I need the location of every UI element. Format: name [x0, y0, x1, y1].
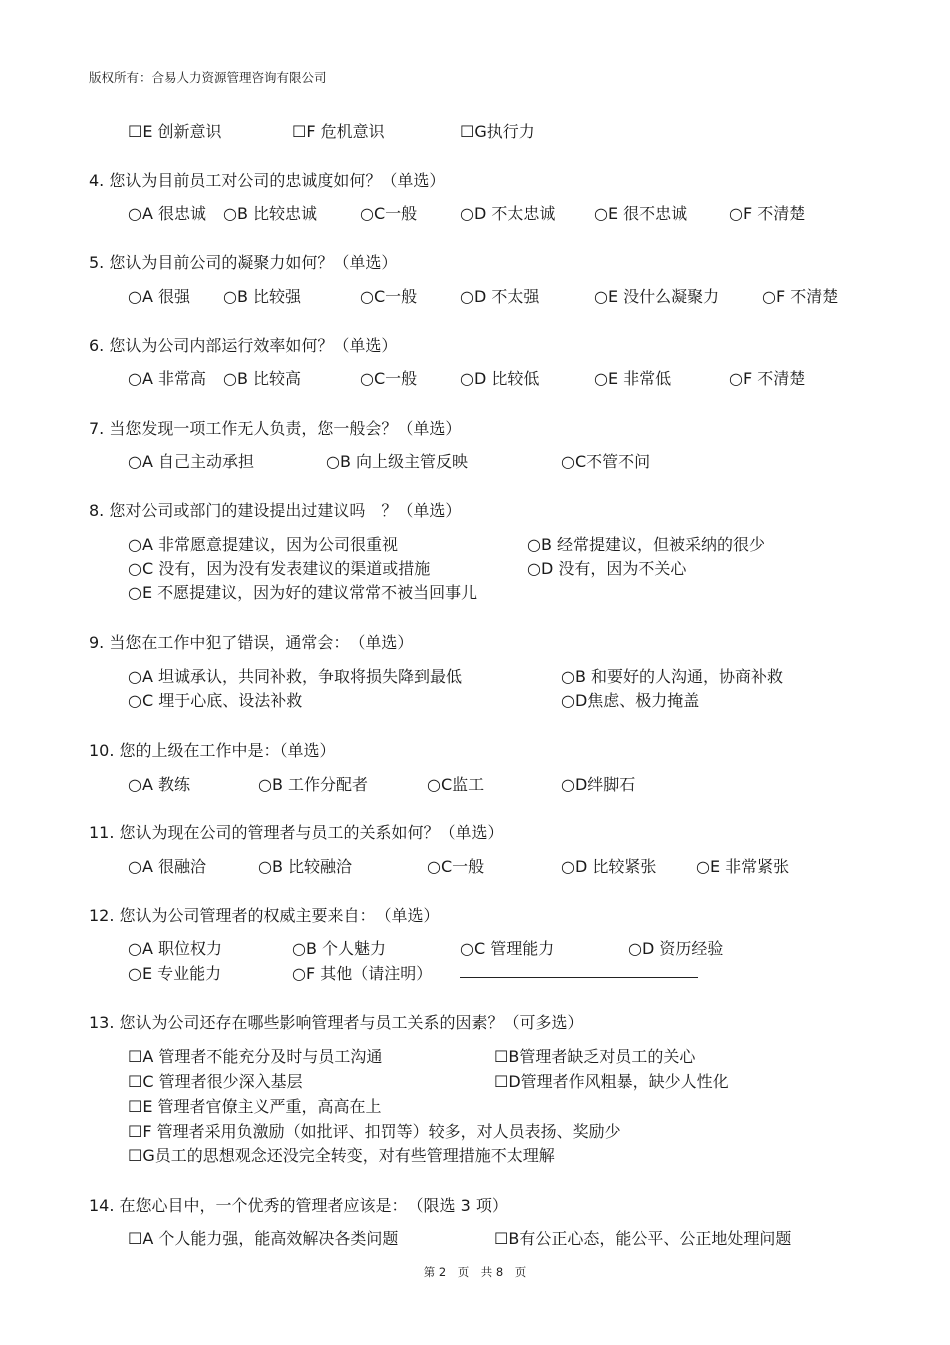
question-9-title: 9. 当您在工作中犯了错误，通常会： （单选）	[89, 633, 414, 652]
q14-option-b[interactable]: ☐B有公正心态，能公平、公正地处理问题	[494, 1229, 792, 1248]
q14-option-a[interactable]: ☐A 个人能力强，能高效解决各类问题	[128, 1229, 399, 1248]
q13-option-d[interactable]: ☐D管理者作风粗暴，缺少人性化	[494, 1072, 729, 1091]
q10-option-a[interactable]: ○A 教练	[128, 775, 190, 794]
q13-option-f[interactable]: ☐F 管理者采用负激励（如批评、扣罚等）较多，对人员表扬、奖励少	[128, 1122, 621, 1141]
q9-option-d[interactable]: ○D焦虑、极力掩盖	[561, 691, 700, 710]
q11-option-e[interactable]: ○E 非常紧张	[696, 857, 790, 876]
q6-option-d[interactable]: ○D 比较低	[460, 369, 540, 388]
q6-option-c[interactable]: ○C一般	[360, 369, 418, 388]
q5-option-e[interactable]: ○E 没什么凝聚力	[594, 287, 720, 306]
q10-option-c[interactable]: ○C监工	[427, 775, 485, 794]
q7-option-b[interactable]: ○B 向上级主管反映	[326, 452, 469, 471]
q4-option-f[interactable]: ○F 不清楚	[729, 204, 806, 223]
q7-option-a[interactable]: ○A 自己主动承担	[128, 452, 254, 471]
q4-option-a[interactable]: ○A 很忠诚	[128, 204, 206, 223]
q4-option-d[interactable]: ○D 不太忠诚	[460, 204, 556, 223]
question-10-title: 10. 您的上级在工作中是：（单选）	[89, 741, 336, 760]
q13-option-g[interactable]: ☐G员工的思想观念还没完全转变，对有些管理措施不太理解	[128, 1146, 555, 1165]
q12-option-e[interactable]: ○E 专业能力	[128, 964, 222, 983]
question-11-title: 11. 您认为现在公司的管理者与员工的关系如何？（单选）	[89, 823, 504, 842]
question-8-title: 8. 您对公司或部门的建设提出过建议吗 ？（单选）	[89, 501, 462, 520]
question-5-title: 5. 您认为目前公司的凝聚力如何？（单选）	[89, 253, 398, 272]
q9-option-a[interactable]: ○A 坦诚承认，共同补救，争取将损失降到最低	[128, 667, 462, 686]
q5-option-a[interactable]: ○A 很强	[128, 287, 190, 306]
q5-option-c[interactable]: ○C一般	[360, 287, 418, 306]
q6-option-e[interactable]: ○E 非常低	[594, 369, 672, 388]
question-7-title: 7. 当您发现一项工作无人负责，您一般会？（单选）	[89, 419, 462, 438]
q12-option-b[interactable]: ○B 个人魅力	[292, 939, 387, 958]
question-12-title: 12. 您认为公司管理者的权威主要来自： （单选）	[89, 906, 440, 925]
q11-option-d[interactable]: ○D 比较紧张	[561, 857, 657, 876]
q8-option-c[interactable]: ○C 没有，因为没有发表建议的渠道或措施	[128, 559, 431, 578]
page-footer: 第 2 页 共 8 页	[423, 1265, 527, 1279]
q8-option-b[interactable]: ○B 经常提建议，但被采纳的很少	[527, 535, 766, 554]
q12-other-input-line[interactable]	[460, 977, 698, 978]
q8-option-e[interactable]: ○E 不愿提建议，因为好的建议常常不被当回事儿	[128, 583, 478, 602]
q11-option-c[interactable]: ○C一般	[427, 857, 485, 876]
q12-option-f[interactable]: ○F 其他（请注明）	[292, 964, 433, 983]
checkbox-option-f[interactable]: ☐F 危机意识	[292, 122, 385, 141]
q11-option-b[interactable]: ○B 比较融洽	[258, 857, 353, 876]
q13-option-e[interactable]: ☐E 管理者官僚主义严重，高高在上	[128, 1097, 382, 1116]
question-6-title: 6. 您认为公司内部运行效率如何？（单选）	[89, 336, 398, 355]
question-14-title: 14. 在您心目中，一个优秀的管理者应该是： （限选 3 项）	[89, 1196, 508, 1215]
q12-option-a[interactable]: ○A 职位权力	[128, 939, 222, 958]
q8-option-d[interactable]: ○D 没有，因为不关心	[527, 559, 687, 578]
q13-option-a[interactable]: ☐A 管理者不能充分及时与员工沟通	[128, 1047, 383, 1066]
q4-option-b[interactable]: ○B 比较忠诚	[223, 204, 318, 223]
q4-option-c[interactable]: ○C一般	[360, 204, 418, 223]
q7-option-c[interactable]: ○C不管不问	[561, 452, 651, 471]
q13-option-b[interactable]: ☐B管理者缺乏对员工的关心	[494, 1047, 696, 1066]
q11-option-a[interactable]: ○A 很融洽	[128, 857, 206, 876]
q12-option-d[interactable]: ○D 资历经验	[628, 939, 724, 958]
question-4-title: 4. 您认为目前员工对公司的忠诚度如何？（单选）	[89, 171, 446, 190]
q5-option-b[interactable]: ○B 比较强	[223, 287, 302, 306]
q13-option-c[interactable]: ☐C 管理者很少深入基层	[128, 1072, 303, 1091]
q12-option-c[interactable]: ○C 管理能力	[460, 939, 555, 958]
q4-option-e[interactable]: ○E 很不忠诚	[594, 204, 688, 223]
q6-option-a[interactable]: ○A 非常高	[128, 369, 206, 388]
copyright-header: 版权所有：合易人力资源管理咨询有限公司	[89, 70, 327, 85]
q5-option-d[interactable]: ○D 不太强	[460, 287, 540, 306]
q8-option-a[interactable]: ○A 非常愿意提建议，因为公司很重视	[128, 535, 398, 554]
checkbox-option-e[interactable]: ☐E 创新意识	[128, 122, 222, 141]
q6-option-f[interactable]: ○F 不清楚	[729, 369, 806, 388]
q6-option-b[interactable]: ○B 比较高	[223, 369, 302, 388]
question-13-title: 13. 您认为公司还存在哪些影响管理者与员工关系的因素？（可多选）	[89, 1013, 584, 1032]
checkbox-option-g[interactable]: ☐G执行力	[460, 122, 535, 141]
q10-option-d[interactable]: ○D绊脚石	[561, 775, 636, 794]
q9-option-b[interactable]: ○B 和要好的人沟通，协商补救	[561, 667, 784, 686]
q10-option-b[interactable]: ○B 工作分配者	[258, 775, 369, 794]
q9-option-c[interactable]: ○C 埋于心底、设法补救	[128, 691, 303, 710]
q5-option-f[interactable]: ○F 不清楚	[762, 287, 839, 306]
